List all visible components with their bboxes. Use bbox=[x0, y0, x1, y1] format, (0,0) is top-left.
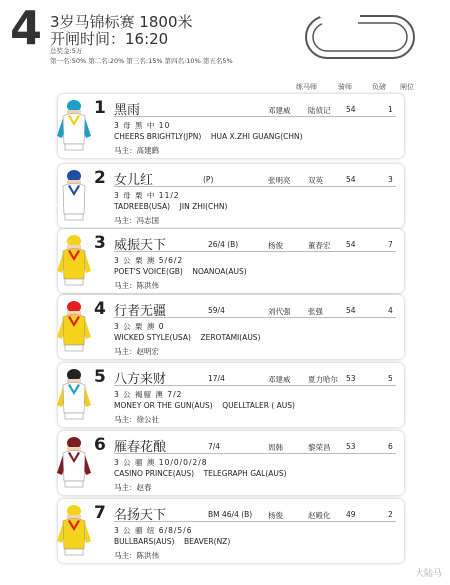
runner-number: 1 bbox=[94, 98, 106, 118]
dam: JIN ZHI(CHN) bbox=[179, 202, 228, 211]
pedigree bbox=[114, 267, 247, 276]
horse-info: 3 公 骝 纽 6/8/5/6 bbox=[114, 526, 193, 535]
weight: 53 bbox=[346, 374, 356, 383]
runner-number: 6 bbox=[94, 435, 106, 455]
card-divider bbox=[114, 317, 396, 318]
horse-name: 雁春花酿 bbox=[114, 440, 167, 455]
owner: 马主：赵明宏 bbox=[114, 347, 159, 356]
card-divider bbox=[114, 385, 396, 386]
dam: QUELLTALER ( AUS) bbox=[222, 401, 295, 410]
track-diagram-icon bbox=[300, 10, 420, 65]
horse-info: 3 母 黑 中 10 bbox=[114, 121, 171, 130]
runner-card[interactable] bbox=[58, 229, 404, 293]
weight: 49 bbox=[346, 510, 356, 519]
runner-number: 4 bbox=[94, 299, 106, 319]
sire: CHEERS BRIGHTLY(JPN) bbox=[114, 132, 202, 141]
runner-card[interactable] bbox=[58, 164, 404, 228]
draw: 3 bbox=[388, 175, 393, 184]
race-start-time: 开闸时间：16:20 bbox=[50, 30, 169, 48]
jockey-silks-icon bbox=[54, 365, 94, 425]
runner-card[interactable] bbox=[58, 363, 404, 427]
jockey-name: 陆侦记 bbox=[308, 106, 331, 115]
prize-split: 第一名:50% 第二名:20% 第三名:15% 第四名:10% 第五名5% bbox=[50, 57, 233, 65]
trainer-name: 邓建威 bbox=[268, 375, 291, 384]
jockey-silks-icon bbox=[54, 433, 94, 493]
odds: 17/4 bbox=[208, 374, 225, 383]
pedigree bbox=[114, 537, 230, 546]
sire: TADREEB(USA) bbox=[114, 202, 171, 211]
race-prize: 总奖金:5万 bbox=[50, 47, 83, 55]
col-header-draw: 闸位 bbox=[400, 83, 414, 91]
runner-number: 7 bbox=[94, 503, 106, 523]
sire: WICKED STYLE(USA) bbox=[114, 333, 191, 342]
pedigree bbox=[114, 333, 261, 342]
card-divider bbox=[114, 453, 396, 454]
pedigree bbox=[114, 469, 287, 478]
pedigree bbox=[114, 132, 303, 141]
horse-info: 3 公 褐骝 澳 7/2 bbox=[114, 390, 183, 399]
dam: BEAVER(NZ) bbox=[184, 537, 231, 546]
horse-name: 名扬天下 bbox=[114, 508, 167, 523]
jockey-name: 黎荣昌 bbox=[308, 443, 331, 452]
card-divider bbox=[114, 521, 396, 522]
sire: MONEY OR THE GUN(AUS) bbox=[114, 401, 213, 410]
draw: 2 bbox=[388, 510, 393, 519]
jockey-name: 董春宏 bbox=[308, 241, 331, 250]
trainer-name: 刘代强 bbox=[268, 307, 291, 316]
owner: 马主：赵春 bbox=[114, 483, 152, 492]
trainer-name: 周韩 bbox=[268, 443, 283, 452]
trainer-name: 邓建威 bbox=[268, 106, 291, 115]
card-divider bbox=[114, 186, 396, 187]
horse-name: 行者无疆 bbox=[114, 304, 167, 319]
jockey-silks-icon bbox=[54, 501, 94, 561]
jockey-silks-icon bbox=[54, 166, 94, 226]
draw: 1 bbox=[388, 105, 393, 114]
dam: NOANOA(AUS) bbox=[192, 267, 247, 276]
dam: HUA X.ZHI GUANG(CHN) bbox=[210, 132, 303, 141]
draw: 7 bbox=[388, 240, 393, 249]
horse-name: 八方来财 bbox=[114, 372, 167, 387]
jockey-name: 双英 bbox=[308, 176, 323, 185]
owner: 马主：陈洪伟 bbox=[114, 281, 159, 290]
horse-info: 3 公 栗 澳 0 bbox=[114, 322, 165, 331]
horse-name: 女儿红 bbox=[114, 173, 154, 188]
weight: 54 bbox=[346, 240, 356, 249]
sire: BULLBARS(AUS) bbox=[114, 537, 175, 546]
weight: 54 bbox=[346, 306, 356, 315]
trainer-name: 杨俊 bbox=[268, 241, 283, 250]
watermark: 大陆马 bbox=[414, 569, 442, 579]
draw: 5 bbox=[388, 374, 393, 383]
horse-info: 3 公 栗 澳 5/6/2 bbox=[114, 256, 184, 265]
col-header-weight: 负磅 bbox=[372, 83, 386, 91]
jockey-silks-icon bbox=[54, 96, 94, 156]
dam: TELEGRAPH GAL(AUS) bbox=[203, 469, 287, 478]
trainer-name: 杨俊 bbox=[268, 511, 283, 520]
col-header-jockey: 骑师 bbox=[338, 83, 352, 91]
race-number: 4 bbox=[10, 1, 43, 55]
owner: 马主：冯志国 bbox=[114, 216, 159, 225]
runner-card[interactable] bbox=[58, 431, 404, 495]
weight: 53 bbox=[346, 442, 356, 451]
card-divider bbox=[114, 251, 396, 252]
trainer-name: 张明亮 bbox=[268, 176, 291, 185]
pedigree bbox=[114, 401, 295, 410]
odds: 26/4 (B) bbox=[208, 240, 239, 249]
runner-number: 5 bbox=[94, 367, 106, 387]
pedigree bbox=[114, 202, 227, 211]
runner-card[interactable] bbox=[58, 499, 404, 563]
jockey-name: 赵殿化 bbox=[308, 511, 331, 520]
horse-info: 3 母 栗 中 11/2 bbox=[114, 191, 180, 200]
owner: 马主：徐公社 bbox=[114, 415, 159, 424]
weight: 54 bbox=[346, 175, 356, 184]
odds: 59/4 bbox=[208, 306, 225, 315]
sire: POET'S VOICE(GB) bbox=[114, 267, 183, 276]
jockey-silks-icon bbox=[54, 297, 94, 357]
owner: 马主：陈洪伟 bbox=[114, 551, 159, 560]
weight: 54 bbox=[346, 105, 356, 114]
horse-name: 黑雨 bbox=[114, 103, 141, 118]
race-title: 3岁马锦标赛 1800米 bbox=[50, 13, 193, 31]
draw: 4 bbox=[388, 306, 393, 315]
odds: 7/4 bbox=[208, 442, 221, 451]
race-header bbox=[0, 0, 450, 80]
runner-number: 3 bbox=[94, 233, 106, 253]
runner-card[interactable] bbox=[58, 295, 404, 359]
sire: CASINO PRINCE(AUS) bbox=[114, 469, 195, 478]
dam: ZEROTAMI(AUS) bbox=[200, 333, 261, 342]
horse-info: 3 公 骝 澳 10/0/0/2/8 bbox=[114, 458, 208, 467]
jockey-name: 夏力哈尔 bbox=[308, 375, 338, 384]
owner: 马主：高建鹞 bbox=[114, 146, 159, 155]
horse-name: 威振天下 bbox=[114, 238, 167, 253]
odds: (P) bbox=[203, 175, 214, 184]
runner-card[interactable] bbox=[58, 94, 404, 158]
runner-number: 2 bbox=[94, 168, 106, 188]
odds: BM 46/4 (B) bbox=[208, 510, 253, 519]
card-divider bbox=[114, 116, 396, 117]
col-header-trainer: 练马师 bbox=[296, 83, 317, 91]
draw: 6 bbox=[388, 442, 393, 451]
jockey-silks-icon bbox=[54, 231, 94, 291]
jockey-name: 张强 bbox=[308, 307, 323, 316]
